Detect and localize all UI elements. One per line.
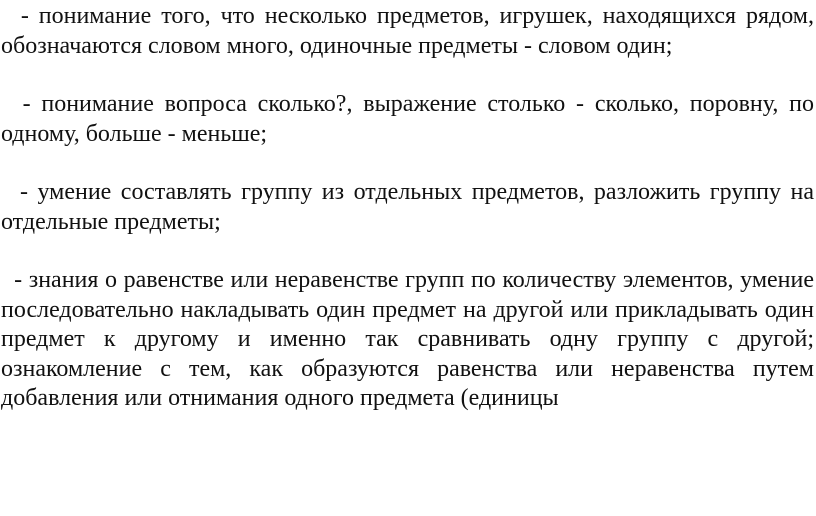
paragraph-grouping: - умение составлять группу из отдельных предметов, разложить группу на отдельные предметы; [1, 179, 814, 235]
document-body [1, 2, 814, 414]
paragraph-how-many: - понимание вопроса сколько?, выражение столько - сколько, поровну, по одному, больше - меньше; [1, 91, 814, 147]
paragraph-many-and-one: - понимание того, что несколько предметов, игрушек, находящихся рядом, обозначаются словом много, одиночные предметы - словом один; [1, 3, 814, 59]
paragraph-equality-of-groups: - знания о равенстве или неравенстве групп по количеству элементов, умение последовательно накладывать один предмет на другой или прикладывать один предмет к другому и именно так сравнивать одну группу с другой; ознакомление с тем, как образуются равенства или неравенства путем добавления или отнимания одного предмета (единицы [1, 267, 814, 411]
